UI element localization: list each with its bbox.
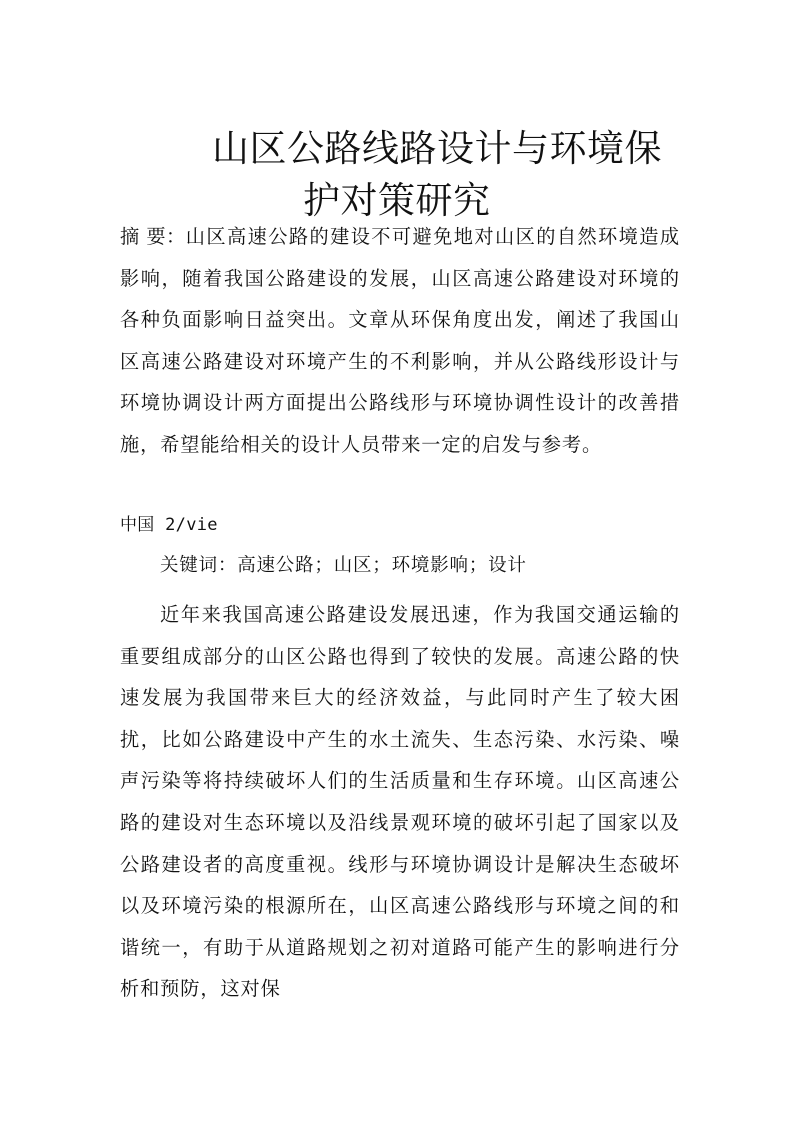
- body-paragraph: 近年来我国高速公路建设发展迅速，作为我国交通运输的重要组成部分的山区公路也得到了较快的发展。高速公路的快速发展为我国带来巨大的经济效益，与此同时产生了较大困扰，比如公路建设中产生的水土流失、生态污染、水污染、噪声污染等将持续破坏人们的生活质量和生存环境。山区高速公路的建设对生态环境以及沿线景观环境的破坏引起了国家以及公路建设者的高度重视。线形与环境协调设计是解决生态破坏以及环境污染的根源所在，山区高速公路线形与环境之间的和谐统一，有助于从道路规划之初对道路可能产生的影响进行分析和预防，这对保: [120, 603, 680, 1001]
- abstract-label: 摘 要：: [120, 225, 186, 248]
- title-line-1: 山区公路线路设计与环境保: [212, 126, 662, 170]
- keywords-line: 关键词：高速公路；山区；环境影响；设计: [160, 555, 527, 576]
- abstract-paragraph: [120, 216, 680, 465]
- title-line-2: 护对策研究: [303, 178, 491, 222]
- document-title: [120, 123, 680, 227]
- classification-number: 中国 2/vie: [120, 515, 218, 535]
- abstract-text: 山区高速公路的建设不可避免地对山区的自然环境造成影响，随着我国公路建设的发展，山区高速公路建设对环境的各种负面影响日益突出。文章从环保角度出发，阐述了我国山区高速公路建设对环境产生的不利影响，并从公路线形设计与环境协调设计两方面提出公路线形与环境协调性设计的改善措施，希望能给相关的设计人员带来一定的启发与参考。: [120, 225, 680, 456]
